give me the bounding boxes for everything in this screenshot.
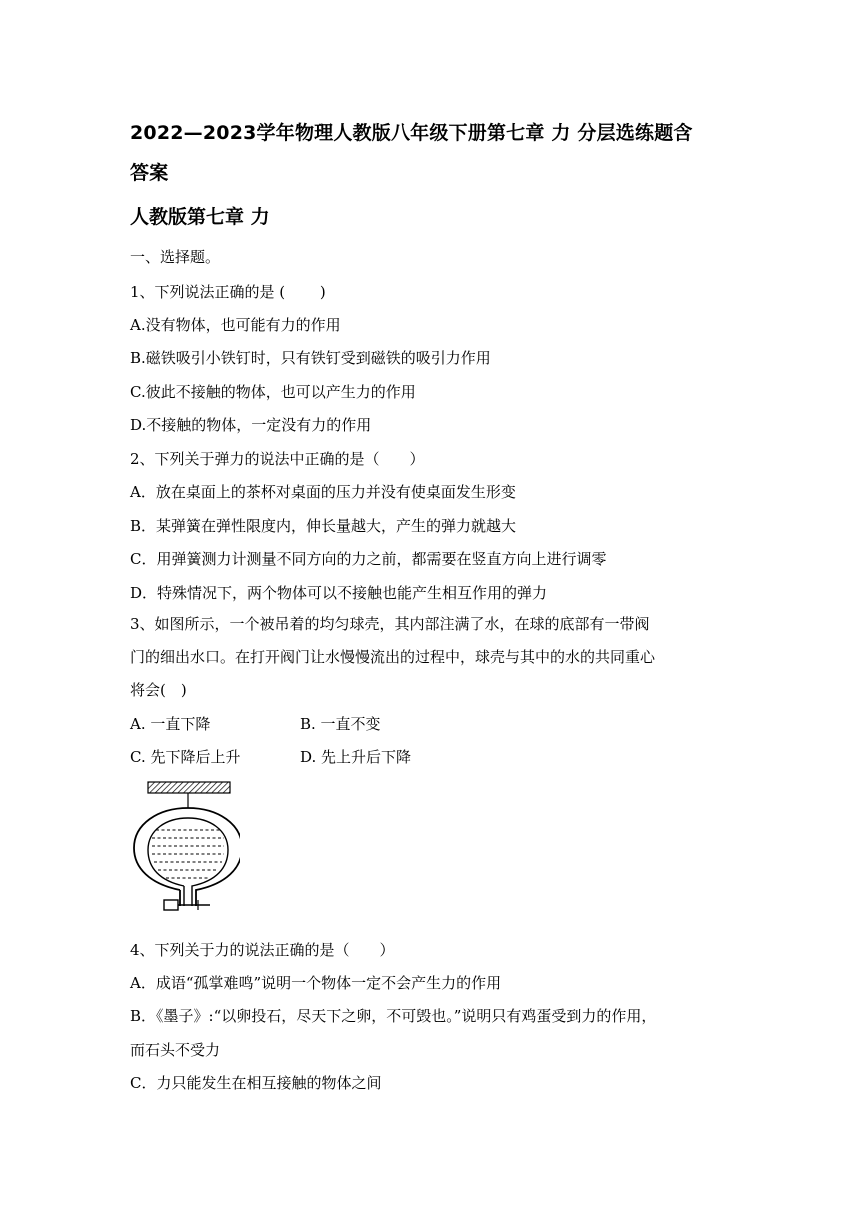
document-title-line-2: 答案 [130,162,169,184]
question-3-option-b: B. 一直不变 [300,715,381,733]
ceiling-support [148,782,230,793]
question-3-option-d: D. 先上升后下降 [300,748,412,766]
question-1-option-b: B.磁铁吸引小铁钉时，只有铁钉受到磁铁的吸引力作用 [130,349,491,367]
section-heading: 一、选择题。 [130,248,221,266]
chapter-subtitle: 人教版第七章 力 [130,206,270,228]
question-2-stem: 2、下列关于弹力的说法中正确的是（ ） [130,450,425,468]
question-3-stem-line-1: 3、如图所示，一个被吊着的均匀球壳，其内部注满了水，在球的底部有一带阀 [130,615,650,633]
question-4-option-b-continued: 而石头不受力 [130,1041,221,1059]
question-2-option-c: C．用弹簧测力计测量不同方向的力之前，都需要在竖直方向上进行调零 [130,550,607,568]
hanging-sphere-figure [130,778,240,918]
document-title-line-1: 2022—2023学年物理人教版八年级下册第七章 力 分层选练题含 [130,122,693,144]
valve-icon [164,900,178,910]
question-2-option-b: B．某弹簧在弹性限度内，伸长量越大，产生的弹力就越大 [130,517,517,535]
question-3-option-a: A. 一直下降 [130,715,211,733]
question-1-option-a: A.没有物体，也可能有力的作用 [130,316,341,334]
question-1-option-c: C.彼此不接触的物体，也可以产生力的作用 [130,383,416,401]
question-3-stem-line-3: 将会( ) [130,681,187,699]
question-3-options-row-2 [130,745,412,769]
question-2-option-a: A．放在桌面上的茶杯对桌面的压力并没有使桌面发生形变 [130,483,516,501]
question-1-stem: 1、下列说法正确的是 ( ) [130,283,326,301]
question-3-stem-line-2: 门的细出水口。在打开阀门让水慢慢流出的过程中，球壳与其中的水的共同重心 [130,648,656,666]
outer-shell [134,808,240,906]
question-4-option-a: A．成语“孤掌难鸣”说明一个物体一定不会产生力的作用 [130,974,502,992]
question-3-options-row-1 [130,712,381,736]
question-4-option-b: B．《墨子》:“以卵投石，尽天下之卵，不可毁也。”说明只有鸡蛋受到力的作用， [130,1007,657,1025]
question-3-option-c: C. 先下降后上升 [130,748,241,766]
question-4-stem: 4、下列关于力的说法正确的是（ ） [130,941,395,959]
water-lines [152,830,224,878]
question-1-option-d: D.不接触的物体，一定没有力的作用 [130,416,372,434]
question-4-option-c: C．力只能发生在相互接触的物体之间 [130,1074,382,1092]
question-2-option-d: D．特殊情况下，两个物体可以不接触也能产生相互作用的弹力 [130,584,548,602]
